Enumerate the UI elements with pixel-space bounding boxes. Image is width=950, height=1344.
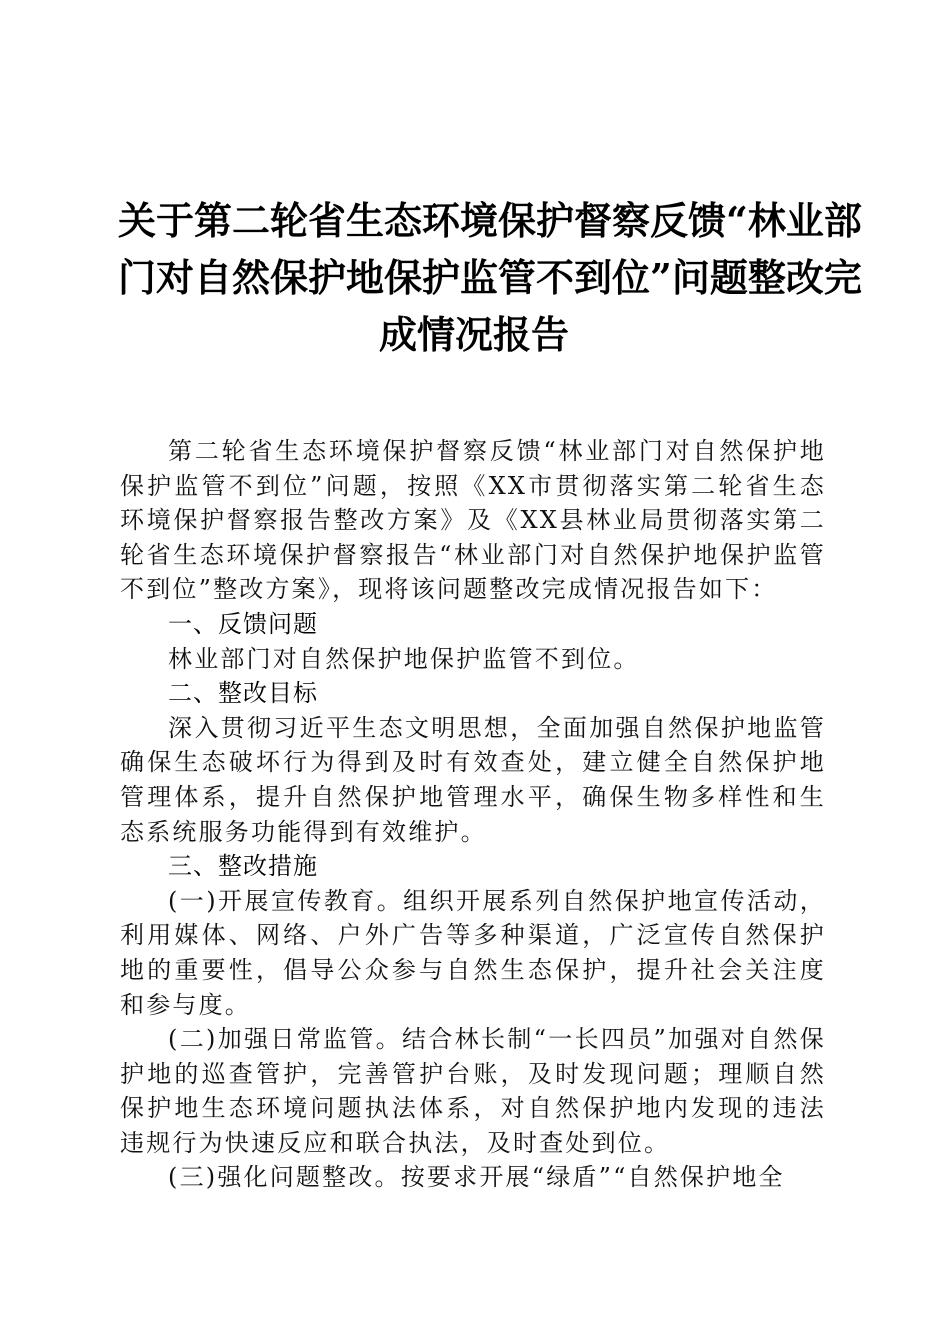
document-title <box>118 192 862 363</box>
measure-paragraph-3: (三)强化问题整改。按要求开展“绿盾”“自然保护地全 <box>168 1163 785 1192</box>
measure-paragraph-2: (二)加强日常监管。结合林长制“一长四员”加强对自然保护地的巡查管护，完善管护台账，及时发现问题；理顺自然保护地生态环境问题执法体系，对自然保护地内发现的违法违规行为快速反应和联合执法，及时查处到位。 <box>120 1025 826 1157</box>
measure-paragraph-1: (一)开展宣传教育。组织开展系列自然保护地宣传活动，利用媒体、网络、户外广告等多种渠道，广泛宣传自然保护地的重要性，倡导公众参与自然生态保护，提升社会关注度和参与度。 <box>120 886 826 1019</box>
title-line-3: 成情况报告 <box>378 312 569 357</box>
intro-paragraph: 第二轮省生态环境保护督察反馈“林业部门对自然保护地保护监管不到位”问题，按照《XX市贯彻落实第二轮省生态环境保护督察报告整改方案》及《XX县林业局贯彻落实第二轮省生态环境保护督察报告“林业部门对自然保护地保护监管不到位”整改方案》，现将该问题整改完成情况报告如下： <box>120 437 826 604</box>
section-heading-goals: 二、整改目标 <box>168 679 318 708</box>
section-heading-feedback: 一、反馈问题 <box>168 609 318 638</box>
title-line-1: 关于第二轮省生态环境保护督察反馈“林业部 <box>118 198 862 243</box>
section-goals-text: 深入贯彻习近平生态文明思想，全面加强自然保护地监管确保生态破坏行为得到及时有效查处，建立健全自然保护地管理体系，提升自然保护地管理水平，确保生物多样性和生态系统服务功能得到有效维护。 <box>120 713 826 846</box>
section-heading-measures: 三、整改措施 <box>168 852 318 881</box>
title-line-2: 门对自然保护地保护监管不到位”问题整改完 <box>118 255 862 300</box>
document-body <box>120 434 826 1195</box>
section-feedback-text: 林业部门对自然保护地保护监管不到位。 <box>168 644 640 673</box>
